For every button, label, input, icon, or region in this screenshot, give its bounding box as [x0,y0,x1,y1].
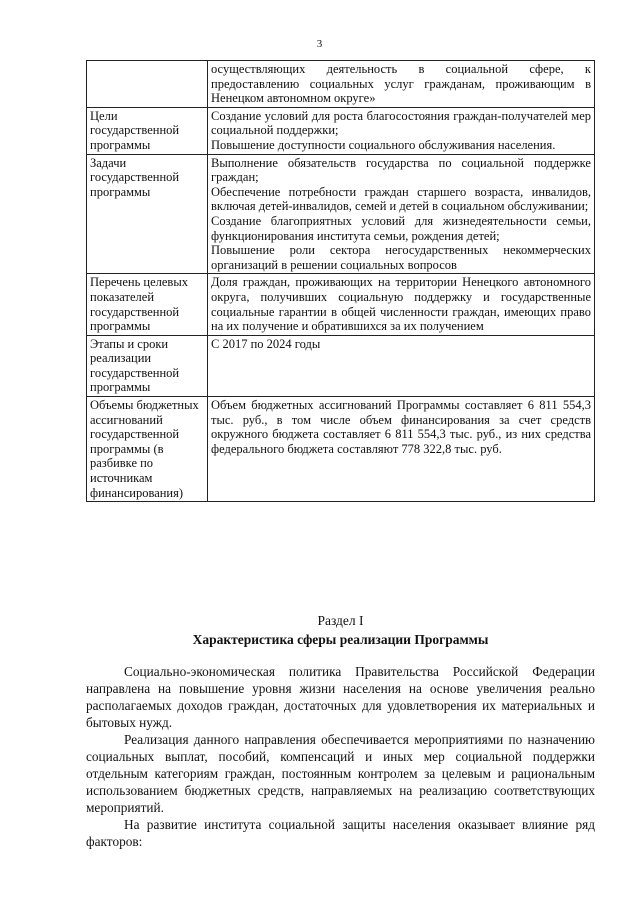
program-passport-table [86,60,595,502]
row-label: Цели государственной программы [87,107,208,154]
row-label: Этапы и сроки реализации государственной программы [87,335,208,396]
row-value-paragraph: осуществляющих деятельность в социальной сфере, к предоставлению социальных услуг гражданам, проживающим в Ненецком автономном округе» [211,62,591,106]
table-row [87,274,595,335]
row-value [208,154,595,274]
row-label: Задачи государственной программы [87,154,208,274]
table-row [87,61,595,108]
row-value [208,61,595,108]
table-row [87,154,595,274]
body-paragraph: Социально-экономическая политика Правительства Российской Федерации направлена на повышение уровня жизни населения на основе увеличения реально располагаемых доходов граждан, достаточных для удовлетворения их материальных и бытовых нужд. [86,664,595,730]
row-value-paragraph: Выполнение обязательств государства по социальной поддержке граждан; [211,155,591,185]
row-label: Объемы бюджетных ассигнований государственной программы (в разбивке по источникам финансирования) [87,397,208,502]
table-row [87,397,595,502]
row-value-paragraph: Создание благоприятных условий для жизнедеятельности семьи, функционирования института семьи, рождения детей; [211,213,591,243]
row-label [87,61,208,108]
section-title: Характеристика сферы реализации Программы [192,632,489,647]
section-number: Раздел I [317,613,364,628]
row-value [208,397,595,502]
row-value-paragraph: Доля граждан, проживающих на территории Ненецкого автономного округа, получивших социальную поддержку и государственные социальные гарантии в общей численности граждан, имеющих право на их получение и обратившихся за их получением [211,275,591,334]
row-value [208,107,595,154]
section-body [86,663,595,850]
row-value-paragraph: Обеспечение потребности граждан старшего возраста, инвалидов, включая детей-инвалидов, семей и детей в социальном обслуживании; [211,184,591,214]
row-value [208,335,595,396]
section-characteristics [86,612,595,850]
table-row [87,335,595,396]
table-row [87,107,595,154]
body-paragraph: Реализация данного направления обеспечивается мероприятиями по назначению социальных выплат, пособий, компенсаций и иных мер социальной поддержки отдельным категориям граждан, постоянным контролем за целевым и рациональным использованием бюджетных средств, направляемых на реализацию соответствующих мероприятий. [86,732,595,815]
row-value-paragraph: Объем бюджетных ассигнований Программы составляет 6 811 554,3 тыс. руб., в том числе объем финансирования за счет средств окружного бюджета составляет 6 811 554,3 тыс. руб., из них средства федерального бюджета составляют 778 322,8 тыс. руб. [211,398,591,456]
row-value [208,274,595,335]
body-paragraph: На развитие института социальной защиты населения оказывает влияние ряд факторов: [86,817,595,849]
row-value-paragraph: Повышение роли сектора негосударственных некоммерческих организаций в решении социальных вопросов [211,243,591,272]
row-label: Перечень целевых показателей государственной программы [87,274,208,335]
row-value-paragraph: Создание условий для роста благосостояния граждан-получателей мер социальной поддержки; [211,108,591,138]
page-number: 3 [316,38,323,50]
row-value-paragraph: С 2017 по 2024 годы [211,336,321,351]
row-value-paragraph: Повышение доступности социального обслуживания населения. [211,137,556,152]
